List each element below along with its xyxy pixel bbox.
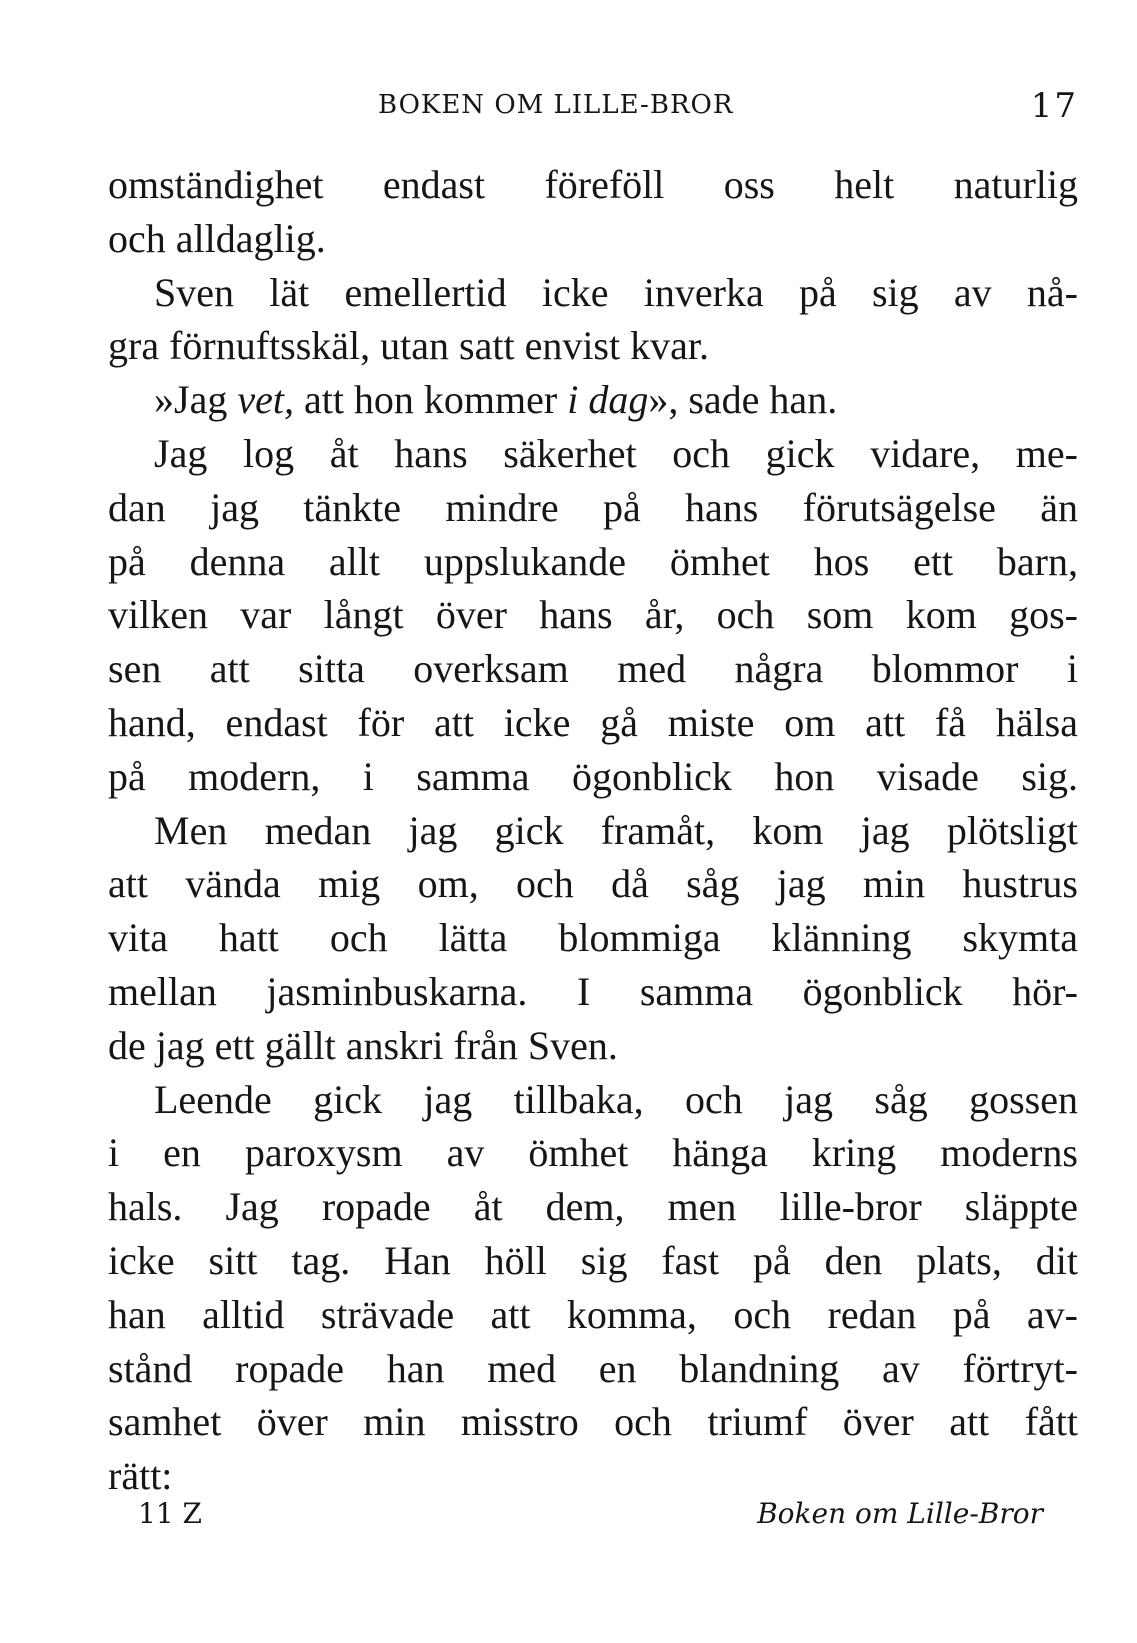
text-line: rätt: bbox=[108, 1453, 173, 1499]
text-line: hals. Jag ropade åt dem, men lille-bror släppte bbox=[108, 1184, 1078, 1230]
dialogue-open: »Jag bbox=[154, 377, 238, 423]
text-line: dan jag tänkte mindre på hans förutsägelse än bbox=[108, 484, 1078, 530]
text-line: vilken var långt över hans år, och som kom gos- bbox=[108, 592, 1078, 638]
text-line: på modern, i samma ögonblick hon visade sig. bbox=[108, 753, 1078, 799]
footer-book-title: Boken om Lille-Bror bbox=[757, 1497, 1043, 1530]
signature-mark: 11 Z bbox=[138, 1497, 202, 1530]
text-line: hand, endast för att icke gå miste om att få hälsa bbox=[108, 699, 1078, 745]
text-line: icke sitt tag. Han höll sig fast på den plats, dit bbox=[108, 1237, 1078, 1283]
text-line: på denna allt uppslukande ömhet hos ett barn, bbox=[108, 538, 1078, 584]
text-line: omständighet endast föreföll oss helt naturlig bbox=[108, 162, 1078, 207]
page-footer bbox=[108, 1497, 1043, 1537]
text-line: han alltid strävade att komma, och redan på av- bbox=[108, 1291, 1078, 1337]
dialogue-mid: att hon kommer bbox=[293, 377, 568, 423]
text-line: stånd ropade han med en blandning av förtryt- bbox=[108, 1345, 1078, 1391]
emphasis-vet: vet, bbox=[237, 377, 294, 423]
text-line: Men medan jag gick framåt, kom jag plötsligt bbox=[154, 807, 1078, 853]
page-number: 17 bbox=[1030, 86, 1078, 126]
emphasis-i-dag: i dag bbox=[567, 377, 649, 423]
text-line: sen att sitta overksam med några blommor i bbox=[108, 646, 1078, 692]
text-line: i en paroxysm av ömhet hänga kring moderns bbox=[108, 1130, 1078, 1176]
text-line: de jag ett gällt anskri från Sven. bbox=[108, 1022, 618, 1068]
dialogue-line bbox=[108, 373, 1078, 427]
dialogue-close: », sade han. bbox=[648, 377, 838, 423]
text-line: Leende gick jag tillbaka, och jag såg gossen bbox=[154, 1076, 1078, 1122]
text-line: Jag log åt hans säkerhet och gick vidare, me- bbox=[154, 430, 1078, 476]
text-line: vita hatt och lätta blommiga klänning skymta bbox=[108, 915, 1078, 961]
text-line: och alldaglig. bbox=[108, 215, 326, 261]
running-head: BOKEN OM LILLE-BROR bbox=[378, 90, 734, 120]
text-line: gra förnuftsskäl, utan satt envist kvar. bbox=[108, 323, 709, 369]
text-line: samhet över min misstro och triumf över att fått bbox=[108, 1399, 1078, 1445]
page-header bbox=[108, 86, 1078, 126]
text-line: att vända mig om, och då såg jag min hustrus bbox=[108, 861, 1078, 907]
body-text bbox=[108, 158, 1078, 1503]
text-line: mellan jasminbuskarna. I samma ögonblick hör- bbox=[108, 968, 1078, 1014]
text-line: Sven lät emellertid icke inverka på sig av nå- bbox=[154, 269, 1078, 315]
